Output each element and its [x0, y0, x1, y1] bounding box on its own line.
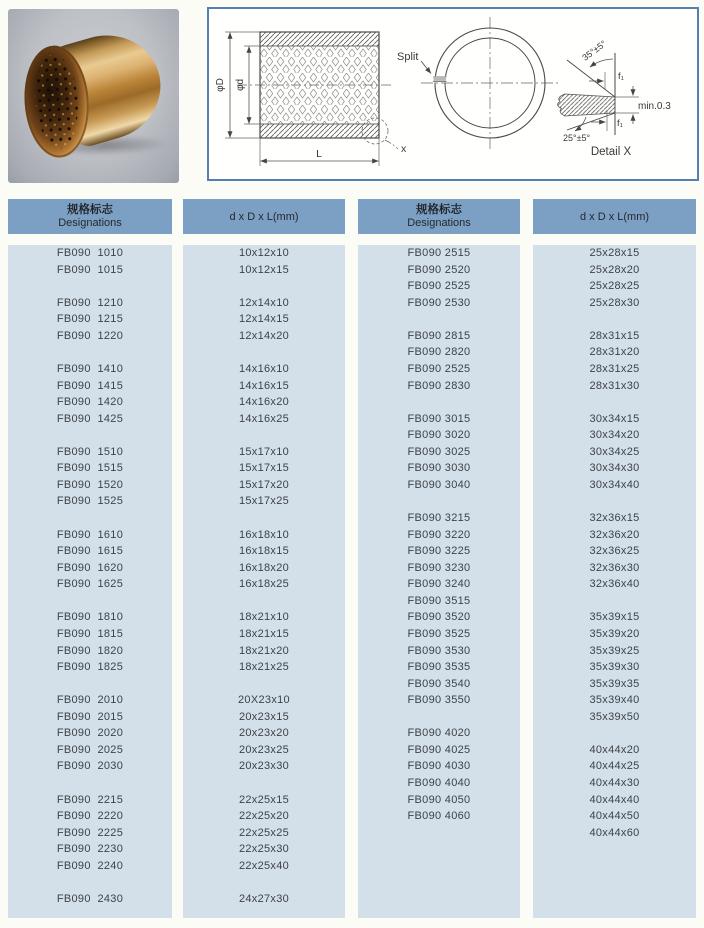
bushing-image — [8, 15, 179, 173]
table-row: FB090 1215 — [56, 313, 124, 326]
table-row: FB090 2815 — [407, 329, 471, 342]
table-row: 32x36x30 — [589, 561, 640, 574]
table-row: 35x39x20 — [589, 627, 640, 640]
table-row: FB090 2830 — [407, 379, 471, 392]
table-row: FB090 4030 — [407, 760, 471, 773]
designations-column-left — [8, 245, 172, 918]
table-row: 30x34x15 — [589, 412, 640, 425]
table-row: FB090 2010 — [56, 694, 124, 707]
table-row — [358, 394, 520, 411]
table-row: FB090 1210 — [56, 296, 124, 309]
table-row: FB090 3020 — [407, 429, 471, 442]
table-row — [183, 593, 345, 610]
table-row: 28x31x30 — [589, 379, 640, 392]
table-row: 14x16x20 — [238, 396, 290, 409]
table-row — [358, 891, 520, 908]
table-row: 14x16x25 — [238, 412, 290, 425]
table-row: FB090 2430 — [56, 892, 124, 905]
header-designations-zh: 规格标志 — [67, 204, 113, 216]
table-row: 22x25x15 — [238, 793, 290, 806]
table-row: FB090 2030 — [56, 760, 124, 773]
table-row: FB090 3515 — [407, 594, 471, 607]
table-row: FB090 3015 — [407, 412, 471, 425]
table-row — [358, 825, 520, 842]
header-designations-zh: 规格标志 — [416, 204, 462, 216]
table-row: FB090 3535 — [407, 661, 471, 674]
table-row: FB090 1815 — [56, 627, 124, 640]
table-row: FB090 2015 — [56, 710, 124, 723]
table-row: FB090 2515 — [407, 247, 471, 259]
table-row — [533, 858, 696, 875]
table-row: FB090 3530 — [407, 644, 471, 657]
table-row: FB090 2520 — [407, 263, 471, 276]
table-row: 10x12x10 — [238, 247, 290, 259]
header-dimensions-left — [183, 199, 345, 234]
table-row: 35x39x25 — [589, 644, 640, 657]
split-label: Split — [397, 51, 419, 63]
detail-x-view — [558, 38, 672, 158]
table-row: 28x31x15 — [589, 329, 640, 342]
table-row: 40x44x25 — [589, 760, 640, 773]
table-row — [358, 493, 520, 510]
table-row: 28x31x25 — [589, 362, 640, 375]
table-row: FB090 3520 — [407, 611, 471, 624]
header-designations-en: Designations — [58, 217, 122, 229]
table-row: 20x23x25 — [238, 743, 290, 756]
table-row: FB090 1615 — [56, 545, 124, 558]
table-row — [358, 858, 520, 875]
table-row — [8, 344, 172, 361]
table-row: FB090 3230 — [407, 561, 471, 574]
table-row: FB090 3040 — [407, 478, 471, 491]
table-row: FB090 2525 — [407, 280, 471, 293]
detail-x-caption: Detail X — [590, 146, 632, 158]
table-row: 22x25x30 — [238, 843, 290, 856]
table-row — [8, 593, 172, 610]
chamfer-angle-bottom-label: 25°±5° — [563, 133, 591, 143]
min-land-label: min.0.3 — [638, 101, 671, 112]
header-dimensions-label: d x D x L(mm) — [229, 210, 299, 223]
table-row: FB090 1220 — [56, 329, 124, 342]
table-row: 16x18x10 — [238, 528, 290, 541]
ring-front-view — [397, 17, 561, 149]
table-row: 32x36x15 — [589, 512, 640, 524]
table-row: 20x23x20 — [238, 727, 290, 740]
product-photo — [8, 9, 179, 183]
table-row: FB090 2025 — [56, 743, 124, 756]
dimensions-column-left — [183, 245, 345, 918]
table-row: FB090 2215 — [56, 793, 124, 806]
table-row — [533, 841, 696, 858]
table-row: 35x39x35 — [589, 677, 640, 690]
table-row: FB090 3030 — [407, 462, 471, 475]
table-row: FB090 3220 — [407, 528, 471, 541]
table-row: FB090 4020 — [407, 727, 471, 740]
table-row — [533, 311, 696, 328]
table-row: 40x44x40 — [589, 793, 640, 806]
table-row — [183, 874, 345, 891]
table-row: 18x21x15 — [238, 627, 290, 640]
table-row: 12x14x10 — [238, 296, 290, 309]
table-row: 40x44x20 — [589, 743, 640, 756]
table-row: FB090 2230 — [56, 843, 124, 856]
table-row: FB090 1425 — [56, 412, 124, 425]
table-row: 14x16x10 — [238, 362, 290, 375]
table-row: 35x39x15 — [589, 611, 640, 624]
dim-outer-diameter-label: φD — [215, 78, 226, 92]
table-row: FB090 2525 — [407, 362, 471, 375]
table-row — [358, 841, 520, 858]
table-row: FB090 1015 — [56, 263, 124, 276]
table-row: 25x28x20 — [589, 263, 640, 276]
table-row: FB090 4060 — [407, 810, 471, 823]
table-row — [533, 394, 696, 411]
table-row — [533, 891, 696, 908]
table-row — [183, 427, 345, 444]
table-row — [8, 278, 172, 295]
table-row: 10x12x15 — [238, 263, 290, 276]
table-row: 22x25x20 — [238, 810, 290, 823]
table-row: FB090 2820 — [407, 346, 471, 359]
table-row: 20x23x15 — [238, 710, 290, 723]
table-row: 12x14x15 — [238, 313, 290, 326]
table-row: 18x21x20 — [238, 644, 290, 657]
table-row: FB090 1510 — [56, 445, 124, 458]
table-row: 18x21x25 — [238, 661, 290, 674]
designations-column-right — [358, 245, 520, 918]
table-row: FB090 2530 — [407, 296, 471, 309]
table-row: FB090 1410 — [56, 362, 124, 375]
table-row — [533, 493, 696, 510]
table-row: 32x36x20 — [589, 528, 640, 541]
table-row: FB090 4050 — [407, 793, 471, 806]
table-row: FB090 4025 — [407, 743, 471, 756]
table-row: 40x44x60 — [589, 826, 640, 839]
table-row: FB090 1820 — [56, 644, 124, 657]
table-row — [358, 709, 520, 726]
table-row: 15x17x10 — [238, 445, 290, 458]
dim-length-label: L — [316, 148, 322, 160]
table-row — [183, 676, 345, 693]
header-designations-right — [358, 199, 520, 234]
table-row: FB090 2220 — [56, 810, 124, 823]
table-row: FB090 2225 — [56, 826, 124, 839]
table-row: 22x25x25 — [238, 826, 290, 839]
table-row: FB090 1420 — [56, 396, 124, 409]
table-row: 28x31x20 — [589, 346, 640, 359]
table-row — [8, 427, 172, 444]
table-row: FB090 1415 — [56, 379, 124, 392]
header-dimensions-label: d x D x L(mm) — [579, 210, 650, 223]
table-row: FB090 3215 — [407, 512, 471, 524]
table-row: 40x44x30 — [589, 777, 640, 789]
table-row — [183, 344, 345, 361]
table-row: FB090 3550 — [407, 694, 471, 707]
chamfer-angle-top-label: 35°±5° — [580, 38, 609, 63]
header-designations-left — [8, 199, 172, 234]
table-row: 16x18x25 — [238, 578, 290, 591]
table-row: 40x44x50 — [589, 810, 640, 823]
table-row: FB090 1620 — [56, 561, 124, 574]
f1-top-label: f₁ — [618, 71, 624, 82]
cross-section-view — [215, 32, 407, 166]
table-row: 15x17x25 — [238, 495, 290, 508]
table-row: FB090 1525 — [56, 495, 124, 508]
table-row: 35x39x50 — [589, 710, 640, 723]
table-row: FB090 1625 — [56, 578, 124, 591]
table-row — [358, 311, 520, 328]
table-row: 15x17x20 — [238, 478, 290, 491]
table-row: 18x21x10 — [238, 611, 290, 624]
table-row: FB090 1515 — [56, 462, 124, 475]
table-row: FB090 1825 — [56, 661, 124, 674]
table-row: 32x36x25 — [589, 545, 640, 558]
table-row — [533, 593, 696, 610]
table-row: 22x25x40 — [238, 859, 290, 872]
table-row: 30x34x20 — [589, 429, 640, 442]
table-row: 25x28x15 — [589, 247, 640, 259]
header-dimensions-right — [533, 199, 696, 234]
table-row: 20x23x30 — [238, 760, 290, 773]
table-row: 16x18x20 — [238, 561, 290, 574]
f1-bottom-label: f₁ — [617, 118, 623, 129]
table-row — [533, 874, 696, 891]
table-row: FB090 1520 — [56, 478, 124, 491]
table-row: FB090 3225 — [407, 545, 471, 558]
table-row: 14x16x15 — [238, 379, 290, 392]
table-row: 35x39x30 — [589, 661, 640, 674]
table-row: 30x34x25 — [589, 445, 640, 458]
table-row: FB090 1810 — [56, 611, 124, 624]
table-row — [183, 775, 345, 792]
header-designations-en: Designations — [407, 217, 471, 229]
table-row: FB090 4040 — [407, 777, 471, 789]
dimensions-column-right — [533, 245, 696, 918]
table-row: FB090 3025 — [407, 445, 471, 458]
table-row: FB090 1010 — [56, 247, 124, 259]
table-row: 20X23x10 — [238, 694, 290, 707]
table-row: FB090 3540 — [407, 677, 471, 690]
table-row — [8, 775, 172, 792]
table-row: 25x28x25 — [589, 280, 640, 293]
table-row — [8, 510, 172, 527]
table-row: 15x17x15 — [238, 462, 290, 475]
dim-inner-diameter-label: φd — [235, 78, 246, 92]
table-row: FB090 1610 — [56, 528, 124, 541]
table-row — [183, 510, 345, 527]
technical-drawing — [209, 9, 697, 179]
table-row: FB090 3525 — [407, 627, 471, 640]
table-row: 30x34x40 — [589, 478, 640, 491]
table-row — [8, 676, 172, 693]
table-row: 32x36x40 — [589, 578, 640, 591]
table-row: 25x28x30 — [589, 296, 640, 309]
table-row — [358, 874, 520, 891]
table-row: FB090 2020 — [56, 727, 124, 740]
table-row: 16x18x15 — [238, 545, 290, 558]
table-row — [533, 725, 696, 742]
table-row: FB090 2240 — [56, 859, 124, 872]
table-row — [8, 874, 172, 891]
table-row — [183, 278, 345, 295]
table-row: 35x39x40 — [589, 694, 640, 707]
table-row: 30x34x30 — [589, 462, 640, 475]
technical-drawing-panel — [207, 7, 699, 181]
table-row: 24x27x30 — [238, 892, 290, 905]
table-row: FB090 3240 — [407, 578, 471, 591]
table-row: 12x14x20 — [238, 329, 290, 342]
detail-reference-label: x — [401, 143, 407, 155]
